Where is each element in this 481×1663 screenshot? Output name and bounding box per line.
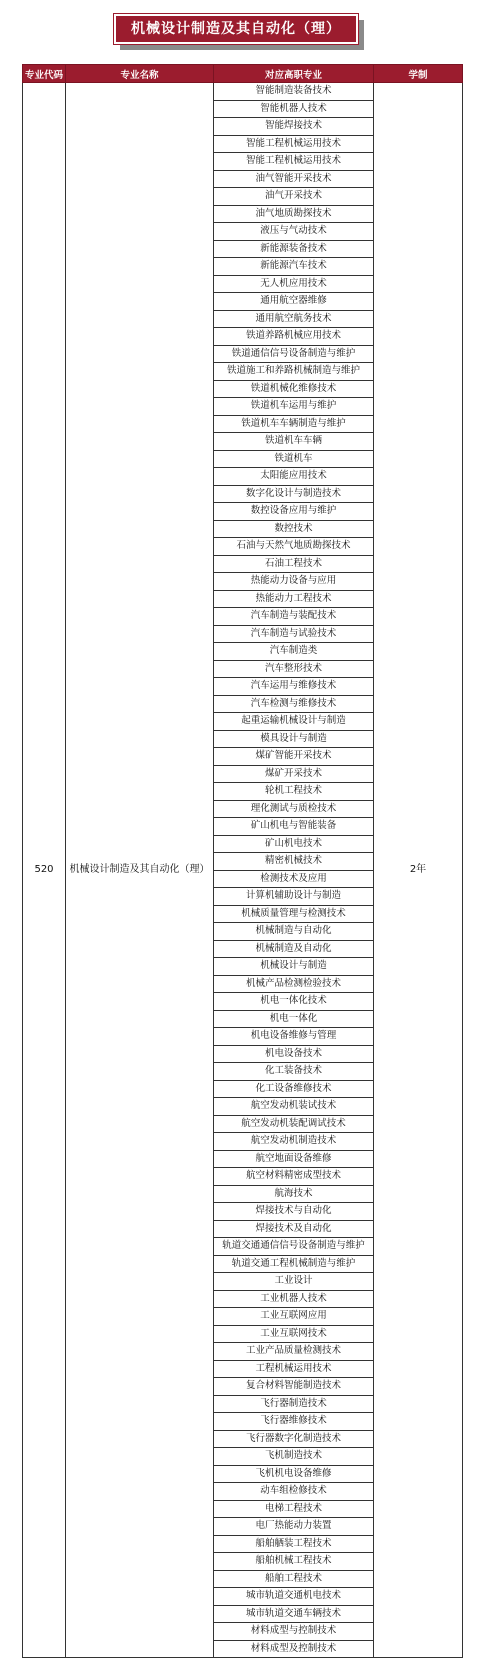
header-name: 专业名称 [66,65,214,83]
related-major: 无人机应用技术 [214,275,374,293]
related-major: 石油工程技术 [214,555,374,573]
related-major: 智能制造装备技术 [214,83,374,101]
related-major: 工业互联网应用 [214,1308,374,1326]
related-major: 汽车整形技术 [214,660,374,678]
related-major: 石油与天然气地质勘探技术 [214,538,374,556]
related-major: 汽车检测与维修技术 [214,695,374,713]
related-major: 矿山机电技术 [214,835,374,853]
related-major: 工业互联网技术 [214,1325,374,1343]
related-major: 航海技术 [214,1185,374,1203]
related-major: 机电一体化技术 [214,993,374,1011]
related-major: 工程机械运用技术 [214,1360,374,1378]
related-major: 铁道机车车辆制造与维护 [214,415,374,433]
related-major: 铁道施工和养路机械制造与维护 [214,363,374,381]
related-major: 材料成型与控制技术 [214,1623,374,1641]
related-major: 汽车制造与试验技术 [214,625,374,643]
related-major: 化工设备维修技术 [214,1080,374,1098]
related-major: 矿山机电与智能装备 [214,818,374,836]
related-major: 液压与气动技术 [214,223,374,241]
related-major: 起重运输机械设计与制造 [214,713,374,731]
related-major: 工业设计 [214,1273,374,1291]
related-major: 航空材料精密成型技术 [214,1168,374,1186]
related-major: 航空发动机装试技术 [214,1098,374,1116]
related-major: 检测技术及应用 [214,870,374,888]
related-major: 铁道机车 [214,450,374,468]
related-major: 飞机机电设备维修 [214,1465,374,1483]
related-major: 机械制造及自动化 [214,940,374,958]
related-major: 机电一体化 [214,1010,374,1028]
related-major: 理化测试与质检技术 [214,800,374,818]
header-code: 专业代码 [23,65,66,83]
related-major: 城市轨道交通车辆技术 [214,1605,374,1623]
related-major: 汽车制造与装配技术 [214,608,374,626]
related-major: 机械质量管理与检测技术 [214,905,374,923]
related-major: 航空地面设备维修 [214,1150,374,1168]
related-major: 飞行器制造技术 [214,1395,374,1413]
related-major: 轨道交通通信信号设备制造与维护 [214,1238,374,1256]
related-major: 铁道机车运用与维护 [214,398,374,416]
related-major: 焊接技术与自动化 [214,1203,374,1221]
related-major: 电厂热能动力装置 [214,1518,374,1536]
related-major: 机电设备维修与管理 [214,1028,374,1046]
related-major: 数控设备应用与维护 [214,503,374,521]
title-banner [114,14,364,50]
related-major: 船舶工程技术 [214,1570,374,1588]
related-major: 轮机工程技术 [214,783,374,801]
major-table [22,64,463,1658]
related-major: 复合材料智能制造技术 [214,1378,374,1396]
related-major: 航空发动机制造技术 [214,1133,374,1151]
related-major: 模具设计与制造 [214,730,374,748]
related-major: 新能源汽车技术 [214,258,374,276]
major-code: 520 [23,83,66,1658]
related-major: 工业产品质量检测技术 [214,1343,374,1361]
related-major: 船舶机械工程技术 [214,1553,374,1571]
related-major: 煤矿开采技术 [214,765,374,783]
related-major: 铁道通信信号设备制造与维护 [214,345,374,363]
related-major: 通用航空航务技术 [214,310,374,328]
related-major: 航空发动机装配调试技术 [214,1115,374,1133]
related-major: 工业机器人技术 [214,1290,374,1308]
related-major: 油气智能开采技术 [214,170,374,188]
related-major: 飞行器数字化制造技术 [214,1430,374,1448]
related-major: 铁道机械化维修技术 [214,380,374,398]
related-major: 电梯工程技术 [214,1500,374,1518]
related-major: 新能源装备技术 [214,240,374,258]
related-major: 通用航空器维修 [214,293,374,311]
related-major: 智能工程机械运用技术 [214,153,374,171]
related-major: 数控技术 [214,520,374,538]
related-major: 化工装备技术 [214,1063,374,1081]
related-major: 计算机辅助设计与制造 [214,888,374,906]
related-major: 数字化设计与制造技术 [214,485,374,503]
major-name: 机械设计制造及其自动化（理） [66,83,214,1658]
related-major: 机械产品检测检验技术 [214,975,374,993]
related-major: 材料成型及控制技术 [214,1640,374,1658]
related-major: 轨道交通工程机械制造与维护 [214,1255,374,1273]
related-major: 飞行器维修技术 [214,1413,374,1431]
related-major: 汽车制造类 [214,643,374,661]
table-header-row [23,65,463,83]
related-major: 油气开采技术 [214,188,374,206]
related-major: 焊接技术及自动化 [214,1220,374,1238]
related-major: 太阳能应用技术 [214,468,374,486]
related-major: 机械设计与制造 [214,958,374,976]
related-major: 智能工程机械运用技术 [214,135,374,153]
table-row [23,83,463,101]
page-title: 机械设计制造及其自动化（理） [114,14,358,44]
related-major: 铁道养路机械应用技术 [214,328,374,346]
related-major: 智能焊接技术 [214,118,374,136]
related-major: 动车组检修技术 [214,1483,374,1501]
related-major: 船舶舾装工程技术 [214,1535,374,1553]
related-major: 汽车运用与维修技术 [214,678,374,696]
related-major: 热能动力工程技术 [214,590,374,608]
related-major: 精密机械技术 [214,853,374,871]
duration: 2年 [374,83,463,1658]
related-major: 油气地质勘探技术 [214,205,374,223]
related-major: 智能机器人技术 [214,100,374,118]
related-major: 机械制造与自动化 [214,923,374,941]
related-major: 机电设备技术 [214,1045,374,1063]
related-major: 热能动力设备与应用 [214,573,374,591]
related-major: 煤矿智能开采技术 [214,748,374,766]
header-majors: 对应高职专业 [214,65,374,83]
table-body [23,83,463,1658]
related-major: 飞机制造技术 [214,1448,374,1466]
related-major: 铁道机车车辆 [214,433,374,451]
header-duration: 学制 [374,65,463,83]
related-major: 城市轨道交通机电技术 [214,1588,374,1606]
